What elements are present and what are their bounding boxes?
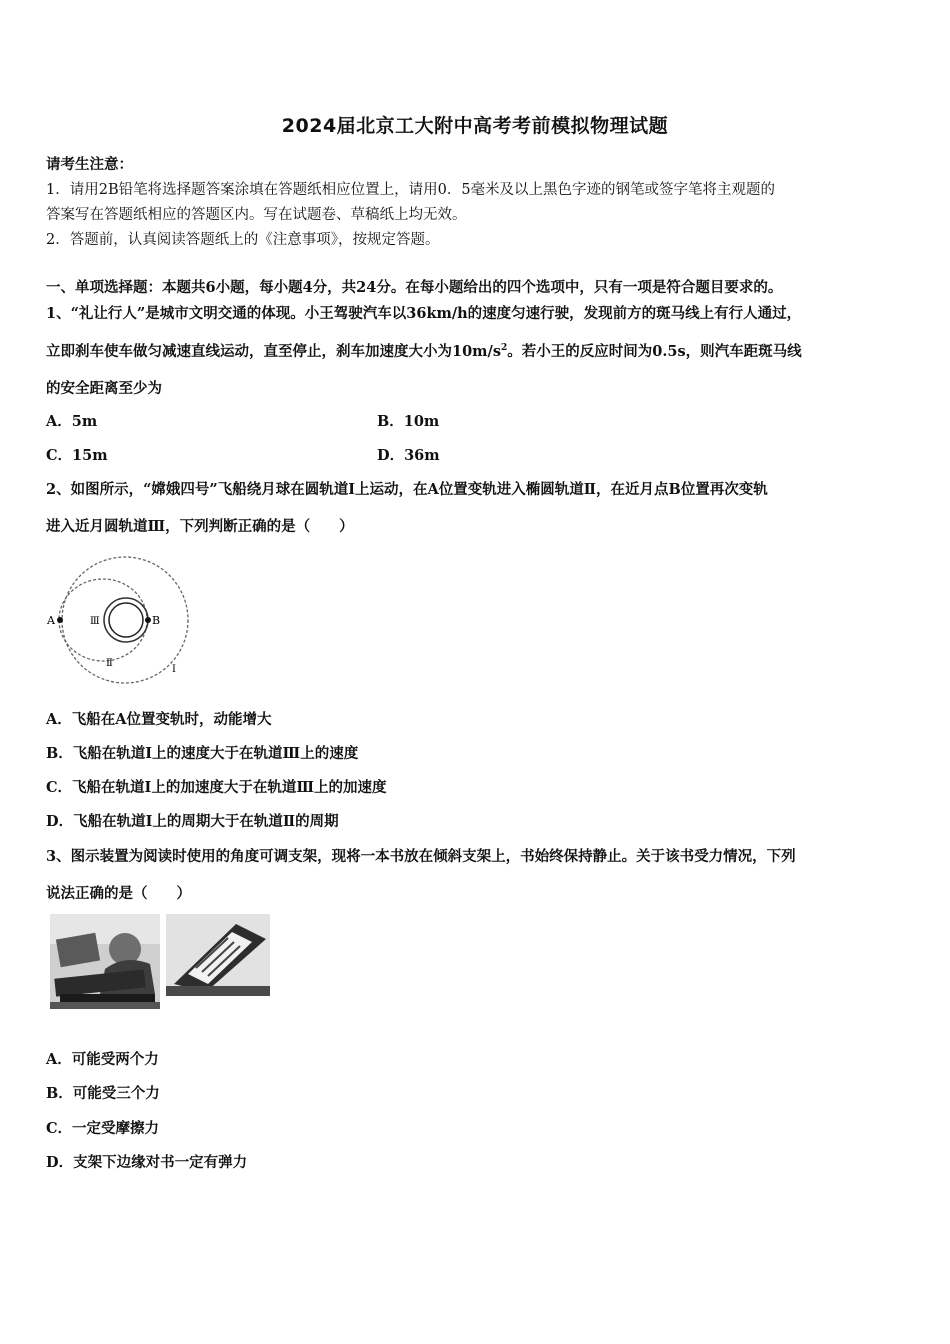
label-i: Ⅰ [172, 664, 176, 675]
label-a: A [47, 614, 55, 627]
q3-option-d: D．支架下边缘对书一定有弹力 [46, 1154, 248, 1171]
orbit-circle-iii [104, 598, 148, 642]
point-a [57, 617, 63, 623]
label-ii: Ⅱ [106, 658, 113, 669]
page-title: 2024届北京工大附中高考考前模拟物理试题 [281, 115, 669, 137]
q2-line-1: 2、如图所示，“嫦娥四号”飞船绕月球在圆轨道Ⅰ上运动，在A位置变轨进入椭圆轨道Ⅱ，在近月点B位置再次变轨 [46, 481, 768, 498]
orbit-circle-i [62, 557, 188, 683]
q3-option-b: B．可能受三个力 [46, 1085, 160, 1102]
reading-stand-photo-left [50, 914, 160, 1009]
q3-line-1: 3、图示装置为阅读时使用的角度可调支架，现将一本书放在倾斜支架上，书始终保持静止。关于该书受力情况，下列 [46, 848, 796, 865]
q2-option-c: C．飞船在轨道Ⅰ上的加速度大于在轨道Ⅲ上的加速度 [46, 779, 387, 796]
q2-option-d: D．飞船在轨道Ⅰ上的周期大于在轨道Ⅱ的周期 [46, 813, 339, 830]
q3-option-c: C．一定受摩擦力 [46, 1120, 160, 1137]
moon [109, 603, 143, 637]
notice-line-2: 2．答题前，认真阅读答题纸上的《注意事项》，按规定答题。 [46, 232, 440, 248]
q2-line-2: 进入近月圆轨道Ⅲ，下列判断正确的是（ ） [46, 518, 354, 535]
notice-line-1: 1．请用2B铅笔将选择题答案涂填在答题纸相应位置上，请用0．5毫米及以上黑色字迹的钢笔或签字笔将主观题的 [46, 182, 776, 198]
orbit-ellipse-ii [59, 579, 147, 661]
q1-line-1: 1、“礼让行人”是城市文明交通的体现。小王驾驶汽车以36km/h的速度匀速行驶，发现前方的斑马线上有行人通过， [46, 305, 802, 322]
q1-line-3: 的安全距离至少为 [46, 380, 162, 397]
q3-line-2: 说法正确的是（ ） [46, 885, 191, 902]
point-b [145, 617, 151, 623]
orbit-diagram [44, 552, 194, 692]
q2-option-b: B．飞船在轨道Ⅰ上的速度大于在轨道Ⅲ上的速度 [46, 745, 359, 762]
q1-option-a: A．5m [46, 413, 98, 430]
q1-option-d: D．36m [377, 447, 440, 464]
section-heading: 一、单项选择题：本题共6小题，每小题4分，共24分。在每小题给出的四个选项中，只有一项是符合题目要求的。 [46, 279, 783, 296]
notice-heading: 请考生注意： [46, 156, 133, 173]
label-iii: Ⅲ [90, 616, 100, 627]
reading-stand-photo-right [166, 914, 270, 996]
q2-option-a: A．飞船在A位置变轨时，动能增大 [46, 711, 272, 728]
notice-line-1b: 答案写在答题纸相应的答题区内。写在试题卷、草稿纸上均无效。 [46, 207, 467, 223]
q1-line-2: 立即刹车使车做匀减速直线运动，直至停止，刹车加速度大小为$10m/s^2$。若小王的反应时间为0.5s，则汽车距斑马线 [46, 343, 802, 360]
q3-option-a: A．可能受两个力 [46, 1051, 159, 1068]
q1-option-b: B．10m [377, 413, 440, 430]
label-b: B [152, 614, 161, 627]
q1-option-c: C．15m [46, 447, 108, 464]
